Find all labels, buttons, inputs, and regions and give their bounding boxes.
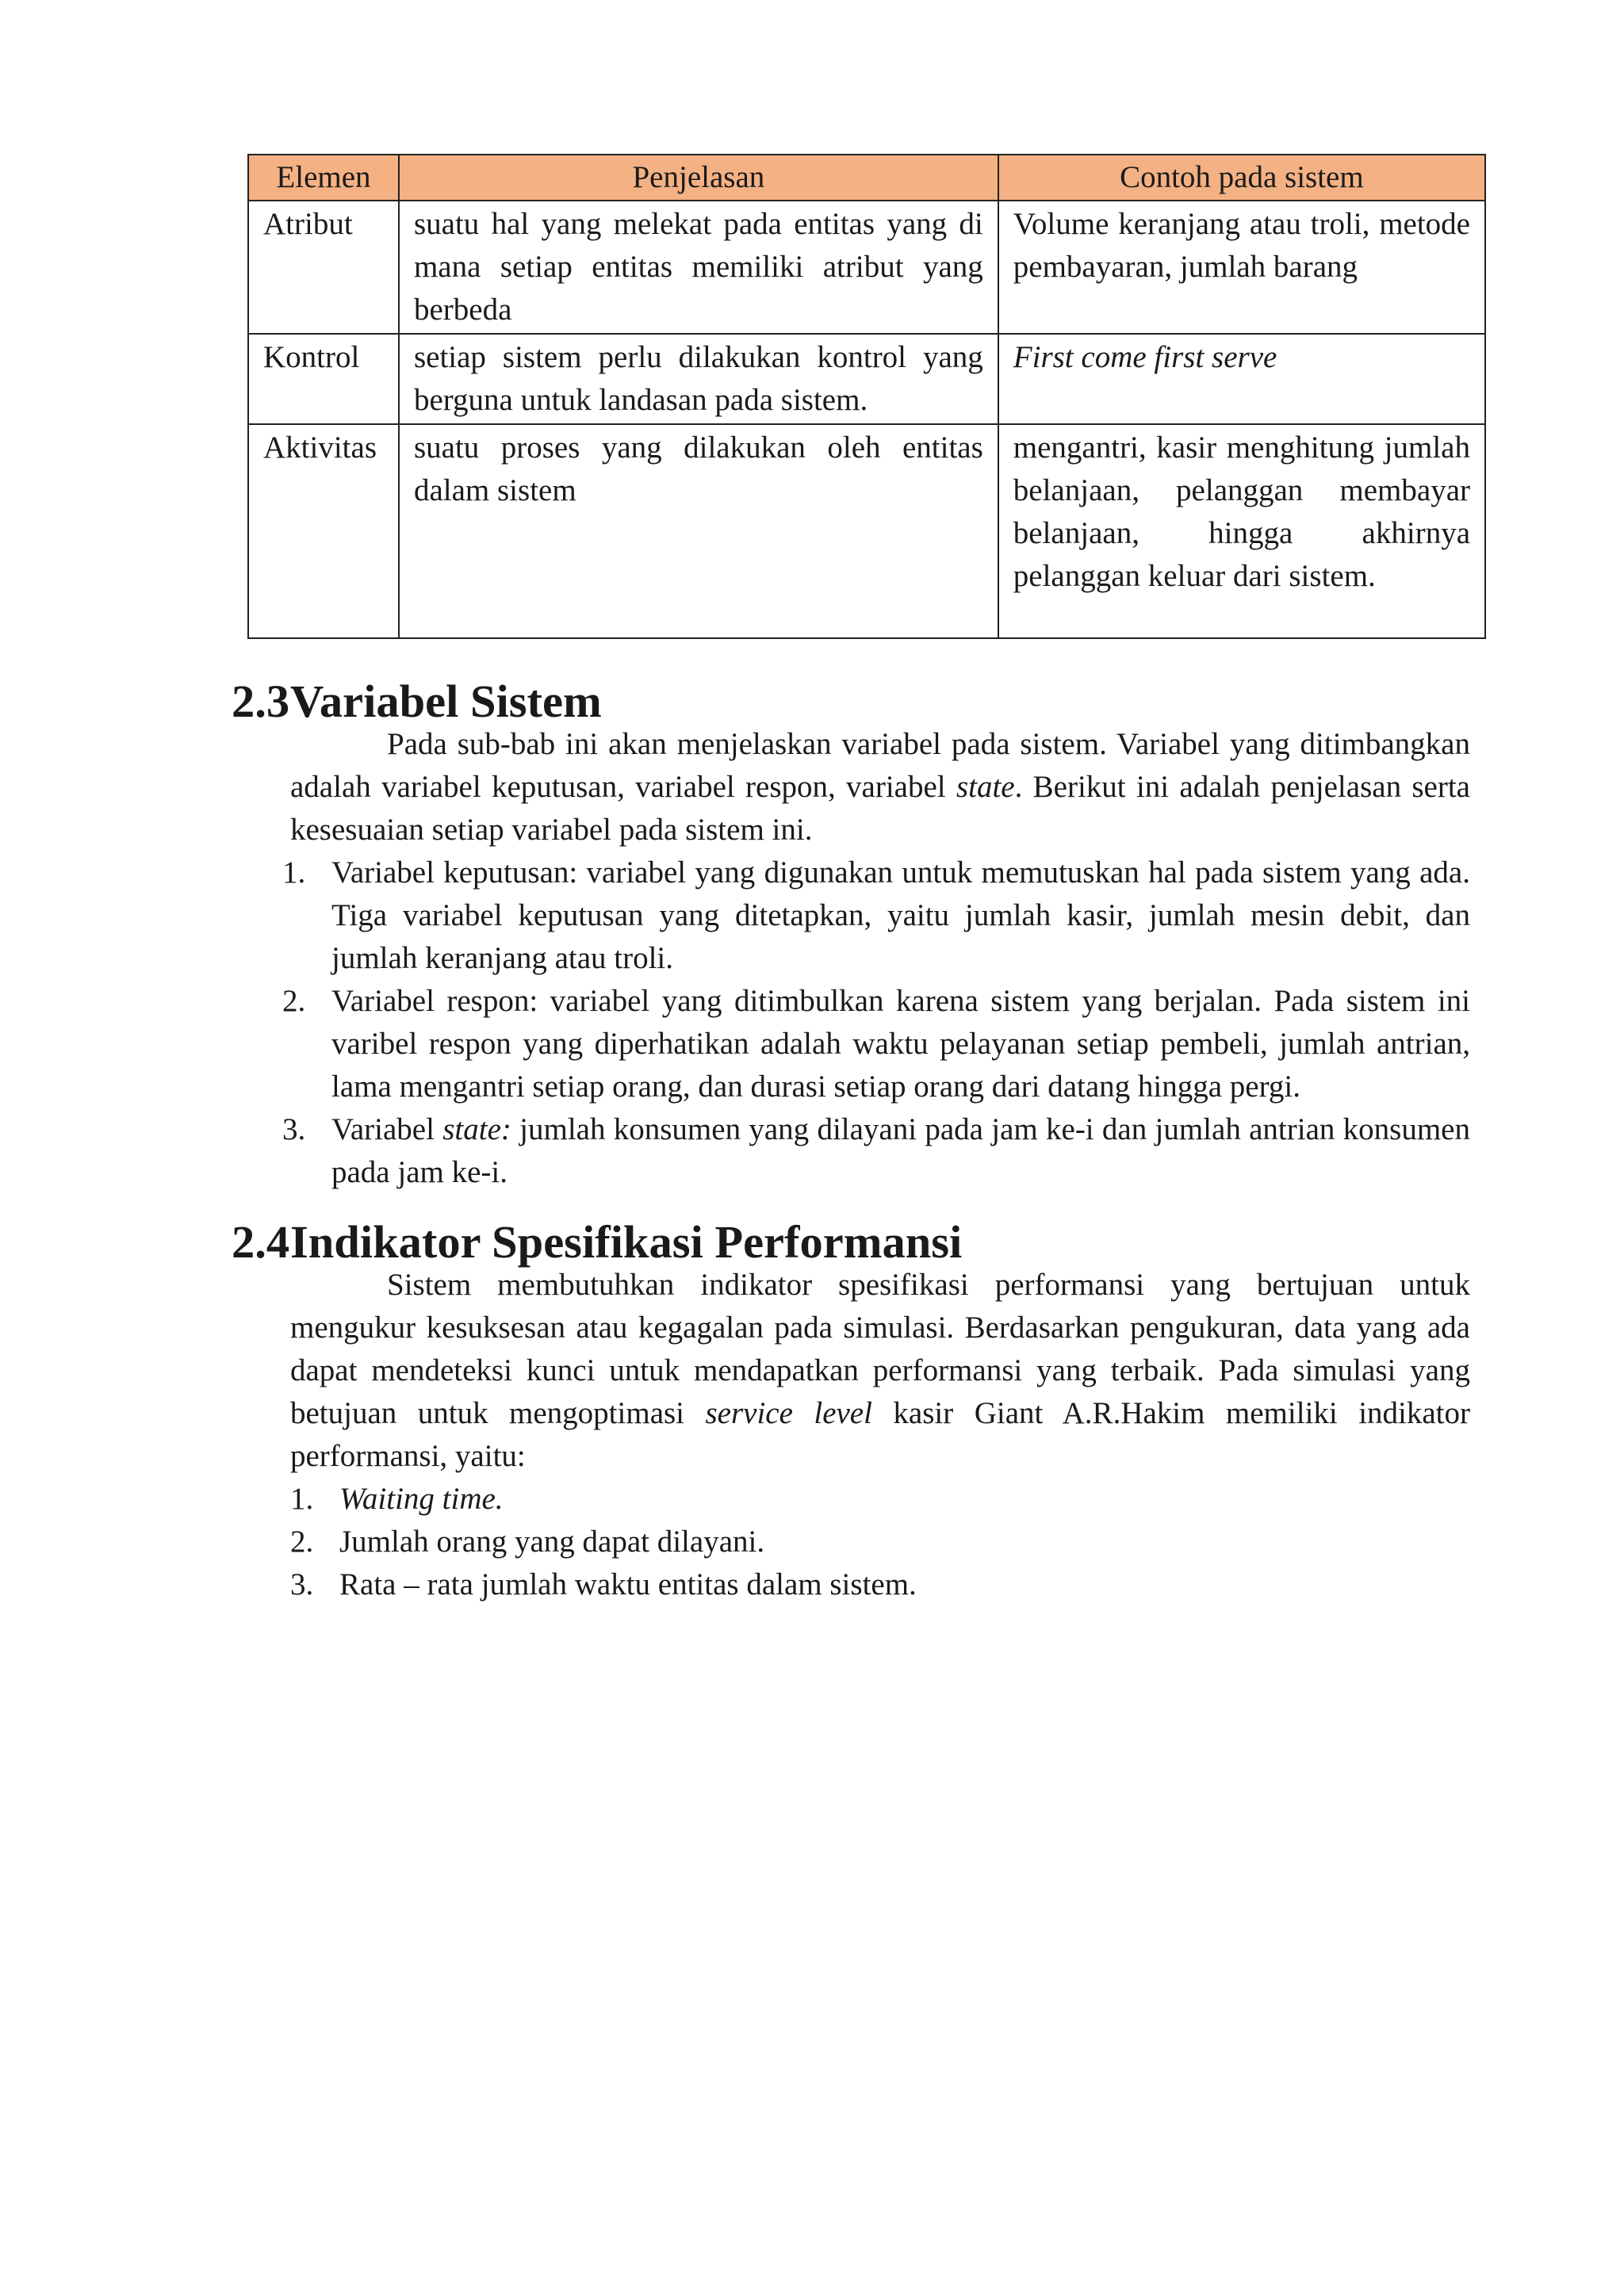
cell-elemen: Atribut [248, 201, 399, 334]
list-text: Waiting time. [339, 1482, 504, 1516]
cell-penjelasan: suatu hal yang melekat pada entitas yang di mana setiap entitas memiliki atribut yang berbeda [399, 201, 998, 334]
list-text: Variabel [331, 1112, 443, 1146]
header-elemen: Elemen [248, 155, 399, 201]
section-number: 2.3 [232, 675, 290, 727]
list-item [232, 1521, 1470, 1563]
indicator-list [232, 1478, 1470, 1606]
list-item [232, 980, 1470, 1108]
section-title: Indikator Spesifikasi Performansi [290, 1216, 963, 1268]
section-number: 2.4 [232, 1216, 290, 1268]
paragraph-text: Sistem membutuhkan indikator spesifikasi performansi yang bertujuan untuk mengukur kesuksesan atau kegagalan pada simulasi. Berdasarkan pengukuran, data yang ada dapat mendeteksi kunci untuk mendapatkan performansi yang terbaik. Pada simulasi yang betujuan untuk mengoptimasi [290, 1268, 1470, 1430]
cell-penjelasan: suatu proses yang dilakukan oleh entitas dalam sistem [399, 424, 998, 638]
table-row [248, 201, 1485, 334]
cell-contoh: mengantri, kasir menghitung jumlah belanjaan, pelanggan membayar belanjaan, hingga akhirnya pelanggan keluar dari sistem. [998, 424, 1485, 638]
list-item [232, 1108, 1470, 1194]
list-text: Jumlah orang yang dapat dilayani. [339, 1525, 765, 1559]
list-number: 3. [282, 1112, 306, 1146]
list-text: Rata – rata jumlah waktu entitas dalam sistem. [339, 1567, 917, 1601]
paragraph-emphasis: service level [705, 1396, 872, 1430]
paragraph-text: kasir Giant A.R.Hakim memiliki indikator performansi, yaitu: [290, 1396, 1470, 1473]
elements-table [247, 154, 1486, 639]
paragraph-text: . Berikut ini adalah penjelasan serta kesesuaian setiap variabel pada sistem ini. [290, 770, 1470, 847]
paragraph-text: Pada sub-bab ini akan menjelaskan variabel pada sistem. Variabel yang ditimbangkan adalah variabel keputusan, variabel respon, variabel [290, 727, 1470, 804]
list-number: 2. [282, 984, 306, 1018]
section-heading [232, 675, 1470, 727]
list-text: jumlah konsumen yang dilayani pada jam ke-i dan jumlah antrian konsumen pada jam ke-i. [331, 1112, 1470, 1189]
cell-elemen: Kontrol [248, 334, 399, 424]
list-text: Variabel respon: variabel yang ditimbulkan karena sistem yang berjalan. Pada sistem ini varibel respon yang diperhatikan adalah waktu pelayanan setiap pembeli, jumlah antrian, lama mengantri setiap orang, dan durasi setiap orang dari datang hingga pergi. [331, 984, 1470, 1104]
section-paragraph [290, 723, 1470, 851]
list-emphasis: state: [442, 1112, 511, 1146]
cell-elemen: Aktivitas [248, 424, 399, 638]
list-item [232, 1563, 1470, 1606]
header-contoh: Contoh pada sistem [998, 155, 1485, 201]
section-heading [232, 1216, 1470, 1268]
cell-contoh: Volume keranjang atau troli, metode pembayaran, jumlah barang [998, 201, 1485, 334]
cell-contoh: First come first serve [998, 334, 1485, 424]
section-paragraph [290, 1264, 1470, 1478]
list-text: Variabel keputusan: variabel yang digunakan untuk memutuskan hal pada sistem yang ada. Tiga variabel keputusan yang ditetapkan, yaitu jumlah kasir, jumlah mesin debit, dan jumlah keranjang atau troli. [331, 855, 1470, 975]
variable-list [232, 851, 1470, 1194]
list-item [232, 851, 1470, 980]
section-indikator-performansi [232, 1216, 1470, 1606]
header-penjelasan: Penjelasan [399, 155, 998, 201]
list-number: 1. [282, 855, 306, 890]
cell-penjelasan: setiap sistem perlu dilakukan kontrol yang berguna untuk landasan pada sistem. [399, 334, 998, 424]
list-number: 2. [290, 1525, 314, 1559]
list-item [232, 1478, 1470, 1521]
list-number: 3. [290, 1567, 314, 1601]
table-row [248, 424, 1485, 638]
section-title: Variabel Sistem [290, 675, 602, 727]
list-number: 1. [290, 1482, 314, 1516]
paragraph-emphasis: state [956, 770, 1015, 804]
table-header-row [248, 155, 1485, 201]
section-variabel-sistem [232, 675, 1470, 1194]
table-row [248, 334, 1485, 424]
